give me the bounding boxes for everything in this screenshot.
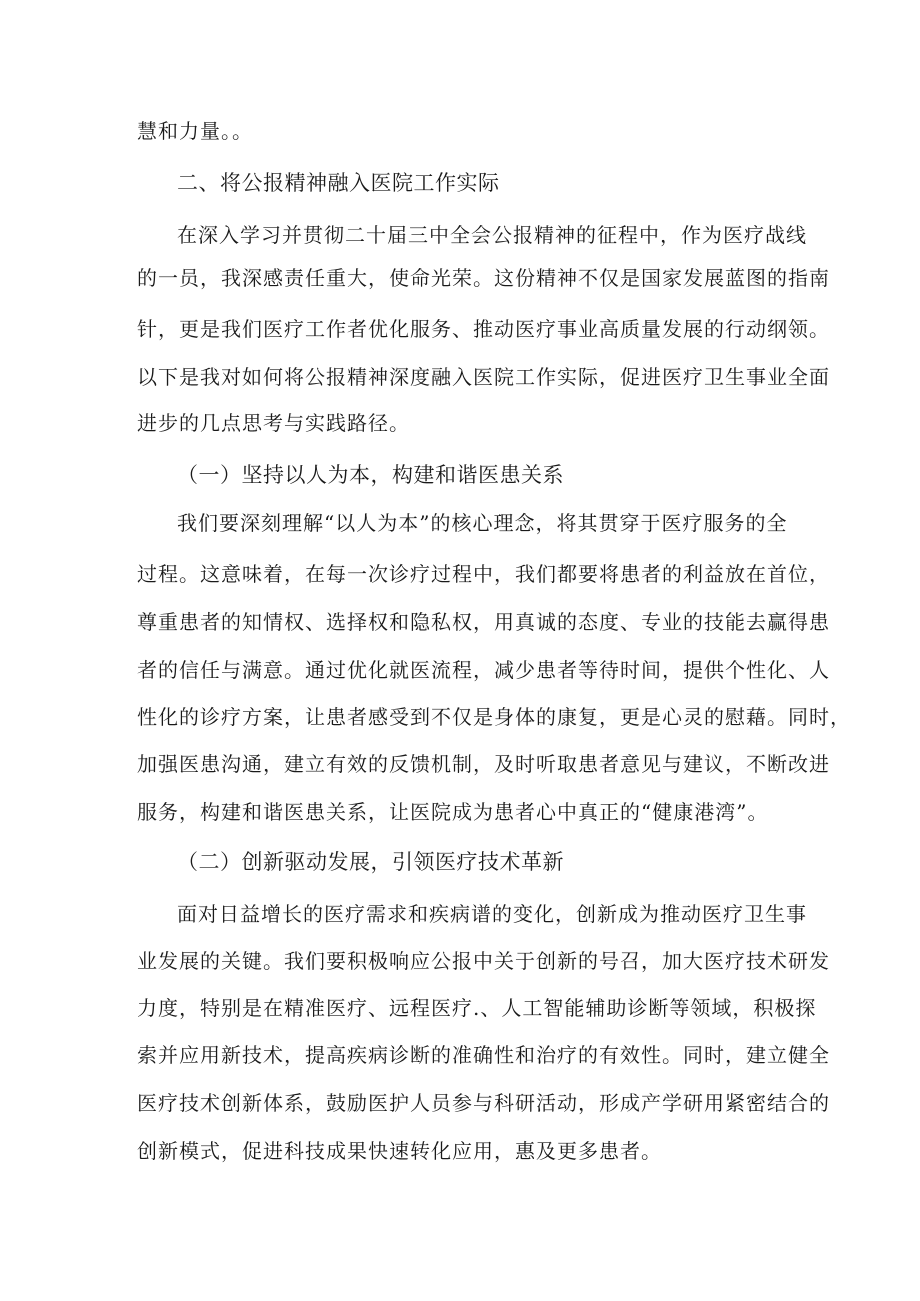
paragraph-line: 创新模式，促进科技成果快速转化应用，惠及更多患者。 [137,1139,662,1163]
paragraph-line: 我们要深刻理解“以人为本”的核心理念，将其贯穿于医疗服务的全 [177,511,788,535]
subsection-heading-1: （一）坚持以人为本，构建和谐医患关系 [177,463,564,487]
paragraph-line: 性化的诊疗方案，让患者感受到不仅是身体的康复，更是心灵的慰藉。同时， [137,705,851,729]
paragraph-line: 过程。这意味着，在每一次诊疗过程中，我们都要将患者的利益放在首位， [137,562,830,586]
subsection-heading-2: （二）创新驱动发展，引领医疗技术革新 [177,850,564,874]
paragraph-line: 者的信任与满意。通过优化就医流程，减少患者等待时间，提供个性化、人 [137,658,830,682]
paragraph-line: 慧和力量。。 [137,119,253,143]
paragraph-line: 在深入学习并贯彻二十届三中全会公报精神的征程中，作为医疗战线 [177,223,807,247]
paragraph-line: 医疗技术创新体系，鼓励医护人员参与科研活动，形成产学研用紧密结合的 [137,1091,830,1115]
paragraph-line: 进步的几点思考与实践路径。 [137,411,410,435]
paragraph-line: 力度，特别是在精准医疗、远程医疗.、人工智能辅助诊断等领域，积极探 [137,996,817,1020]
paragraph-line: 尊重患者的知情权、选择权和隐私权，用真诚的态度、专业的技能去赢得患 [137,610,830,634]
paragraph-line: 面对日益增长的医疗需求和疾病谱的变化，创新成为推动医疗卫生事 [177,902,807,926]
paragraph-line: 索并应用新技术，提高疾病诊断的准确性和治疗的有效性。同时，建立健全 [137,1043,830,1067]
paragraph-line: 服务，构建和谐医患关系，让医院成为患者心中真正的“健康港湾”。 [137,800,769,824]
paragraph-line: 业发展的关键。我们要积极响应公报中关于创新的号召，加大医疗技术研发 [137,949,830,973]
section-heading-2: 二、将公报精神融入医院工作实际 [177,171,500,195]
paragraph-line: 加强医患沟通，建立有效的反馈机制，及时听取患者意见与建议，不断改进 [137,752,830,776]
paragraph-line: 的一员，我深感责任重大，使命光荣。这份精神不仅是国家发展蓝图的指南 [137,266,830,290]
paragraph-line: 针，更是我们医疗工作者优化服务、推动医疗事业高质量发展的行动纲领。 [137,317,830,341]
paragraph-line: 以下是我对如何将公报精神深度融入医院工作实际，促进医疗卫生事业全面 [137,365,830,389]
